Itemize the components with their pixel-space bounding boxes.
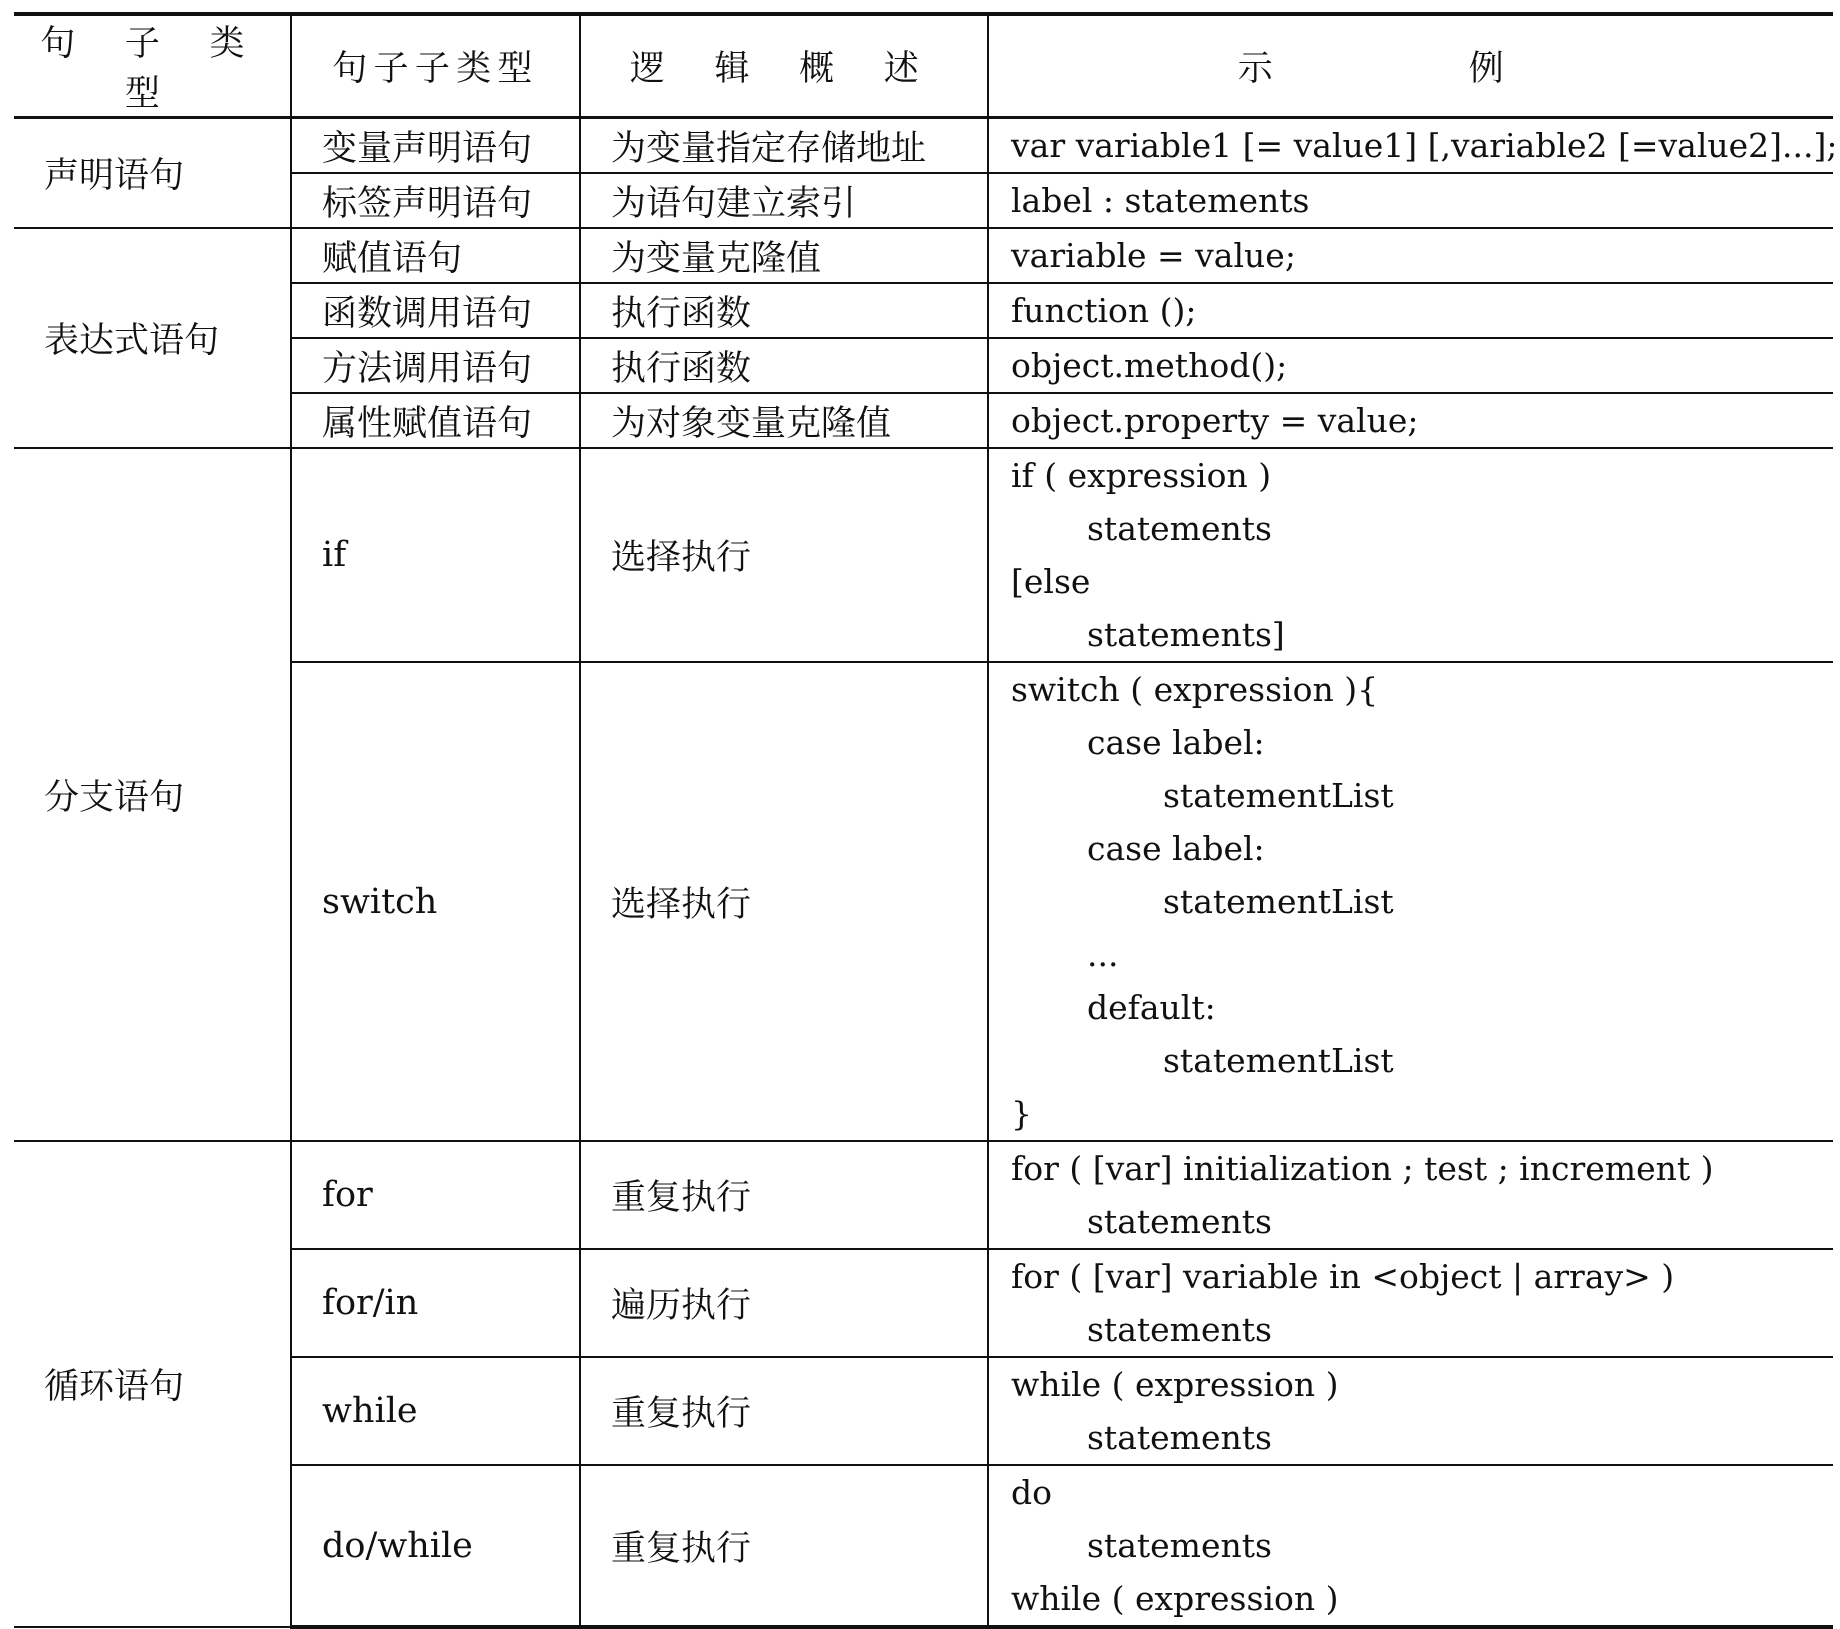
logic-cell: 重复执行 [580,1465,988,1627]
code-line: switch ( expression ){ [1011,670,1379,709]
example-cell [988,1357,1833,1465]
logic-cell: 为变量指定存储地址 [580,118,988,174]
code-line: statements [1087,1202,1272,1241]
category-cell: 分支语句 [14,448,291,1141]
header-logic-summary: 逻 辑 概 述 [580,14,988,118]
subtype-cell: for [291,1141,580,1249]
code-line: variable = value; [1011,236,1296,275]
code-line: statements [1087,509,1272,548]
code-line: [else [1011,562,1091,601]
example-cell [988,173,1833,228]
logic-cell: 执行函数 [580,338,988,393]
example-cell [988,393,1833,448]
code-line: object.property = value; [1011,401,1419,440]
logic-cell: 为对象变量克隆值 [580,393,988,448]
code-line: statements] [1087,615,1285,654]
subtype-cell: 标签声明语句 [291,173,580,228]
code-line: statementList [1163,882,1394,921]
statement-types-table [14,12,1838,1629]
logic-cell: 重复执行 [580,1357,988,1465]
code-line: } [1011,1094,1032,1133]
header-example: 示 例 [988,14,1833,118]
example-cell [988,1249,1833,1357]
code-line: case label: [1087,829,1265,868]
header-row [14,14,1833,118]
subtype-cell: switch [291,662,580,1141]
subtype-cell: 属性赋值语句 [291,393,580,448]
code-line: while ( expression ) [1011,1365,1339,1404]
table-row [14,118,1833,174]
example-cell [988,228,1833,283]
example-cell [988,448,1833,662]
subtype-cell: 函数调用语句 [291,283,580,338]
logic-cell: 执行函数 [580,283,988,338]
example-cell [988,118,1838,174]
code-line: statements [1087,1526,1272,1565]
code-line: for ( [var] initialization ; test ; increment ) [1011,1149,1714,1188]
code-line: case label: [1087,723,1265,762]
example-cell [988,1141,1833,1249]
example-cell [988,1465,1833,1627]
logic-cell: 遍历执行 [580,1249,988,1357]
code-line: do [1011,1473,1052,1512]
code-line: var variable1 [= value1] [,variable2 [=value2]...]; [1011,126,1838,165]
code-line: while ( expression ) [1011,1579,1339,1618]
code-line: function (); [1011,291,1197,330]
code-line: for ( [var] variable in <object | array> ) [1011,1257,1675,1296]
category-cell: 循环语句 [14,1141,291,1627]
category-cell: 表达式语句 [14,228,291,448]
code-line: label : statements [1011,181,1310,220]
logic-cell: 为变量克隆值 [580,228,988,283]
code-line: object.method(); [1011,346,1288,385]
category-cell: 声明语句 [14,118,291,229]
header-statement-subtype: 句子子类型 [291,14,580,118]
subtype-cell: do/while [291,1465,580,1627]
subtype-cell: 变量声明语句 [291,118,580,174]
code-line: default: [1087,988,1216,1027]
code-line: if ( expression ) [1011,456,1272,495]
code-line: statementList [1163,776,1394,815]
code-line: ... [1087,935,1119,974]
logic-cell: 为语句建立索引 [580,173,988,228]
header-statement-type: 句 子 类 型 [14,14,291,118]
table-row [14,1141,1833,1249]
example-cell [988,338,1833,393]
logic-cell: 重复执行 [580,1141,988,1249]
example-cell [988,662,1833,1141]
logic-cell: 选择执行 [580,448,988,662]
logic-cell: 选择执行 [580,662,988,1141]
example-cell [988,283,1833,338]
subtype-cell: for/in [291,1249,580,1357]
table-row [14,228,1833,283]
subtype-cell: if [291,448,580,662]
subtype-cell: while [291,1357,580,1465]
subtype-cell: 方法调用语句 [291,338,580,393]
table-row [14,448,1833,662]
code-line: statements [1087,1418,1272,1457]
code-line: statements [1087,1310,1272,1349]
subtype-cell: 赋值语句 [291,228,580,283]
code-line: statementList [1163,1041,1394,1080]
